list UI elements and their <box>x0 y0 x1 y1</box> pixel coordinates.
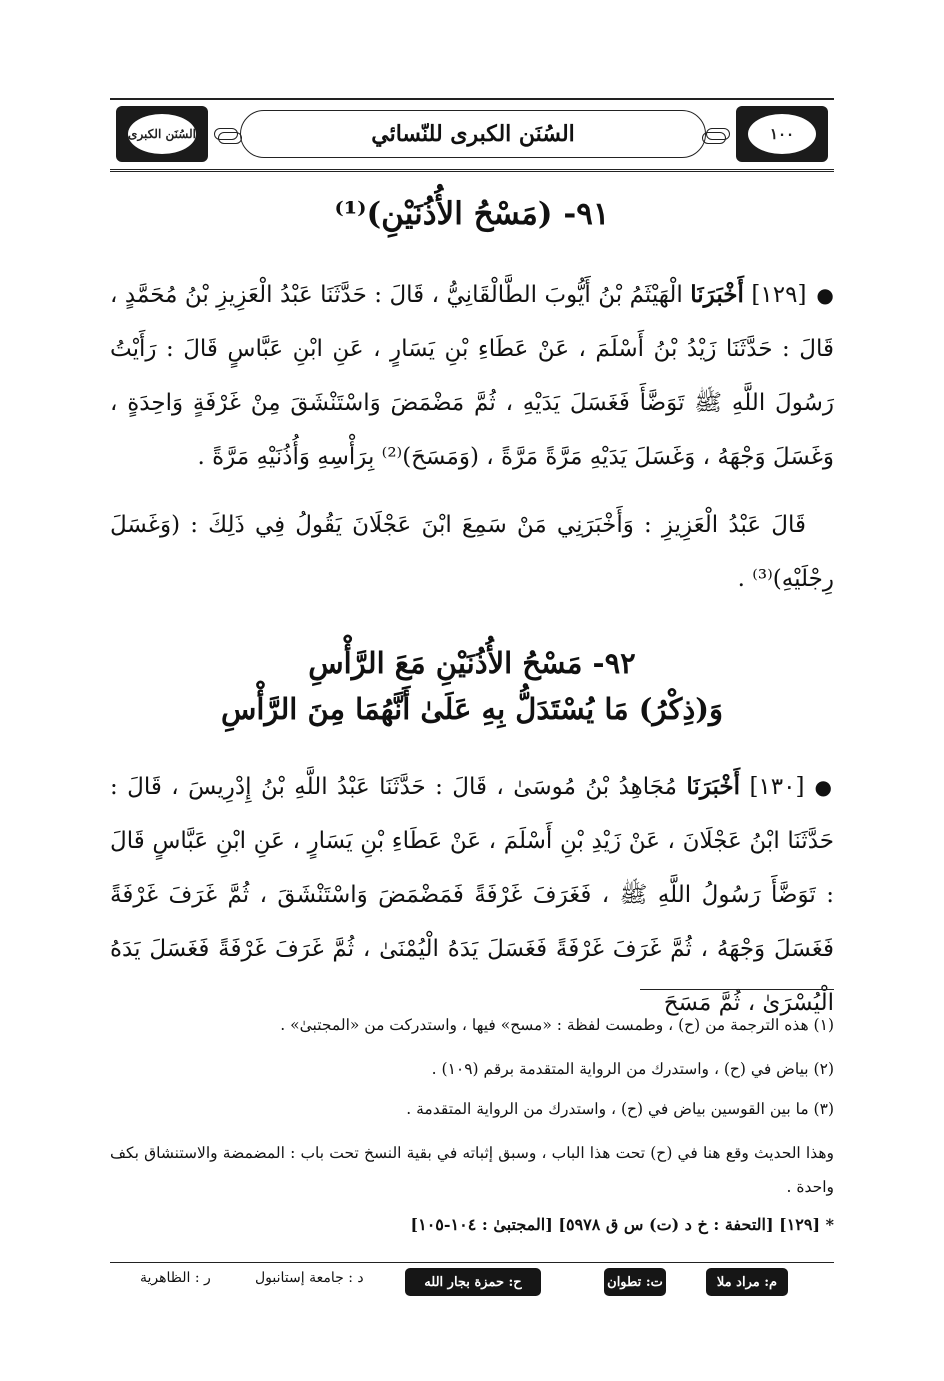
bottom-rule <box>110 1262 834 1263</box>
header-top-rule <box>110 98 834 100</box>
hadith-text: الْهَيْثَمُ بْنُ أَيُّوبَ الطَّالْقَانِيُّ ، قَالَ : حَدَّثَنَا عَبْدُ الْعَزِيزِ بْنُ مُحَمَّدٍ ، قَالَ : حَدَّثَنَا زَيْدُ بْنُ أَسْلَمَ ، عَنْ عَطَاءِ بْنِ يَسَارٍ ، عَنِ ابْنِ عَبَّاسٍ قَالَ : رَأَيْتُ رَسُولَ اللَّهِ ﷺ تَوَضَّأَ فَغَسَلَ يَدَيْهِ ، ثُمَّ مَضْمَضَ وَاسْتَنْشَقَ مِنْ غَرْفَةٍ وَاحِدَةٍ ، وَغَسَلَ وَجْهَهُ ، وَغَسَلَ يَدَيْهِ مَرَّةً مَرَّةً ، (وَمَسَحَ)⁽²⁾ بِرَأْسِهِ وَأُذُنَيْهِ مَرَّةً . <box>110 282 835 470</box>
tuhfa-reference: * [١٢٩] [التحفة : خ د (ت) س ق ٥٩٧٨] [المجتبىٰ : ١٠٤-١٠٥] <box>410 1215 834 1234</box>
chapter-title-line1: ٩٢- مَسْحُ الأُذُنَيْنِ مَعَ الرَّأْسِ <box>308 646 636 680</box>
book-title: السُنَن الكبرى للنّسائي <box>240 110 706 158</box>
footnote-1: (١) هذه الترجمة من (ح) ، وطمست لفظة : «مسح» فيها ، واستدركت من «المجتبىٰ» . <box>280 1016 834 1034</box>
chapter-title-92 <box>110 640 834 732</box>
footnote-3: (٣) ما بين القوسين بياض في (ح) ، واستدرك من الرواية المتقدمة . <box>406 1100 834 1118</box>
chapter-title-91: ٩١- (مَسْحُ الأُذُنَيْنِ)⁽¹⁾ <box>334 196 610 232</box>
manuscript-tag-t: ت: تطوان <box>604 1268 666 1296</box>
narration-word: أَخْبَرَنَا <box>690 281 744 308</box>
footnote-rule <box>640 989 834 990</box>
page-number-ornament <box>736 106 828 162</box>
hadith-129 <box>110 268 834 484</box>
bullet-icon: ● <box>814 775 835 799</box>
hadith-number: [١٣٠] <box>749 774 805 800</box>
page-number: ١٠٠ <box>748 114 816 154</box>
chain-ornament <box>218 132 242 144</box>
chapter-title-line2: وَ(ذِكْرُ) مَا يُسْتَدَلُّ بِهِ عَلَىٰ أَنَّهُمَا مِنَ الرَّأْسِ <box>221 692 723 726</box>
manuscript-source-d: د : جامعة إستانبول <box>255 1270 364 1286</box>
footnote-3-note: وهذا الحديث وقع هنا في (ح) تحت هذا الباب ، وسبق إثباته في بقية النسخ تحت باب : المضمضة والاستنشاق بكف واحدة . <box>110 1144 834 1196</box>
emblem-text: السُنَن الكبرى <box>128 114 196 154</box>
manuscript-tag-h: ح: حمزة بجار الله <box>405 1268 541 1296</box>
hadith-129-continuation <box>110 498 834 606</box>
header-bottom-rule <box>110 169 834 172</box>
continuation-text: قَالَ عَبْدُ الْعَزِيزِ : وَأَخْبَرَنِي مَنْ سَمِعَ ابْنَ عَجْلَانَ يَقُولُ فِي ذَلِكَ : (وَغَسَلَ رِجْلَيْهِ)⁽³⁾ . <box>110 512 834 592</box>
hadith-text: مُجَاهِدُ بْنُ مُوسَىٰ ، قَالَ : حَدَّثَنَا عَبْدُ اللَّهِ بْنُ إِدْرِيسَ ، قَالَ : حَدَّثَنَا ابْنُ عَجْلَانَ ، عَنْ زَيْدِ بْنِ أَسْلَمَ ، عَنْ عَطَاءِ بْنِ يَسَارٍ ، عَنِ ابْنِ عَبَّاسٍ قَالَ : تَوَضَّأَ رَسُولُ اللَّهِ ﷺ ، فَغَرَفَ غَرْفَةً فَمَضْمَضَ وَاسْتَنْشَقَ ، ثُمَّ غَرَفَ غَرْفَةً فَغَسَلَ وَجْهَهُ ، ثُمَّ غَرَفَ غَرْفَةً فَغَسَلَ يَدَهُ الْيُمْنَىٰ ، ثُمَّ غَرَفَ غَرْفَةً فَغَسَلَ يَدَهُ الْيُسْرَىٰ ، ثُمَّ مَسَحَ <box>110 774 834 1016</box>
book-emblem <box>116 106 208 162</box>
page-header <box>110 98 834 172</box>
hadith-number: [١٢٩] <box>751 282 807 308</box>
manuscript-tag-m: م: مراد ملا <box>706 1268 788 1296</box>
bullet-icon: ● <box>816 283 835 307</box>
footnote-2: (٢) بياض في (ح) ، واستدرك من الرواية المتقدمة برقم (١٠٩) . <box>431 1060 834 1078</box>
narration-word: أَخْبَرَنَا <box>686 773 741 800</box>
manuscript-source-r: ر : الظاهرية <box>140 1270 211 1286</box>
